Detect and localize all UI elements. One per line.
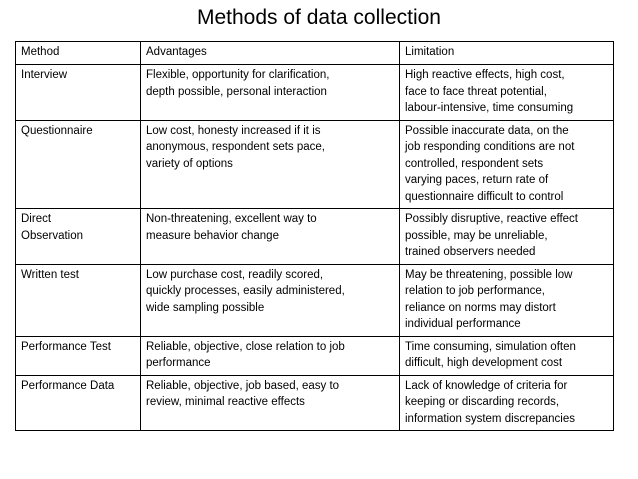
limitation-cell: Possibly disruptive, reactive effect possible, may be unreliable, trained observers needed — [400, 209, 614, 265]
limitation-cell: Possible inaccurate data, on the job responding conditions are not controlled, respondent sets varying paces, return rate of questionnaire difficult to control — [400, 120, 614, 209]
table-row — [16, 209, 614, 265]
method-cell: Interview — [16, 65, 141, 121]
header-advantages: Advantages — [141, 42, 400, 65]
advantages-cell: Flexible, opportunity for clarification, depth possible, personal interaction — [141, 65, 400, 121]
limitation-cell: High reactive effects, high cost, face to face threat potential, labour-intensive, time consuming — [400, 65, 614, 121]
advantages-cell: Low purchase cost, readily scored, quickly processes, easily administered, wide sampling possible — [141, 264, 400, 336]
advantages-cell: Non-threatening, excellent way to measure behavior change — [141, 209, 400, 265]
methods-table — [15, 41, 614, 431]
header-limitation: Limitation — [400, 42, 614, 65]
table-row — [16, 264, 614, 336]
limitation-cell: Time consuming, simulation often difficult, high development cost — [400, 336, 614, 375]
page-title: Methods of data collection — [197, 6, 441, 29]
table-row — [16, 336, 614, 375]
table-row — [16, 120, 614, 209]
method-cell: Performance Data — [16, 375, 141, 431]
limitation-cell: Lack of knowledge of criteria for keeping or discarding records, information system discrepancies — [400, 375, 614, 431]
header-method: Method — [16, 42, 141, 65]
method-cell: Questionnaire — [16, 120, 141, 209]
limitation-cell: May be threatening, possible low relation to job performance, reliance on norms may distort individual performance — [400, 264, 614, 336]
advantages-cell: Low cost, honesty increased if it is anonymous, respondent sets pace, variety of options — [141, 120, 400, 209]
advantages-cell: Reliable, objective, close relation to job performance — [141, 336, 400, 375]
method-cell: Direct Observation — [16, 209, 141, 265]
table-row — [16, 65, 614, 121]
table-row — [16, 375, 614, 431]
method-cell: Performance Test — [16, 336, 141, 375]
table-header-row — [16, 42, 614, 65]
method-cell: Written test — [16, 264, 141, 336]
advantages-cell: Reliable, objective, job based, easy to review, minimal reactive effects — [141, 375, 400, 431]
